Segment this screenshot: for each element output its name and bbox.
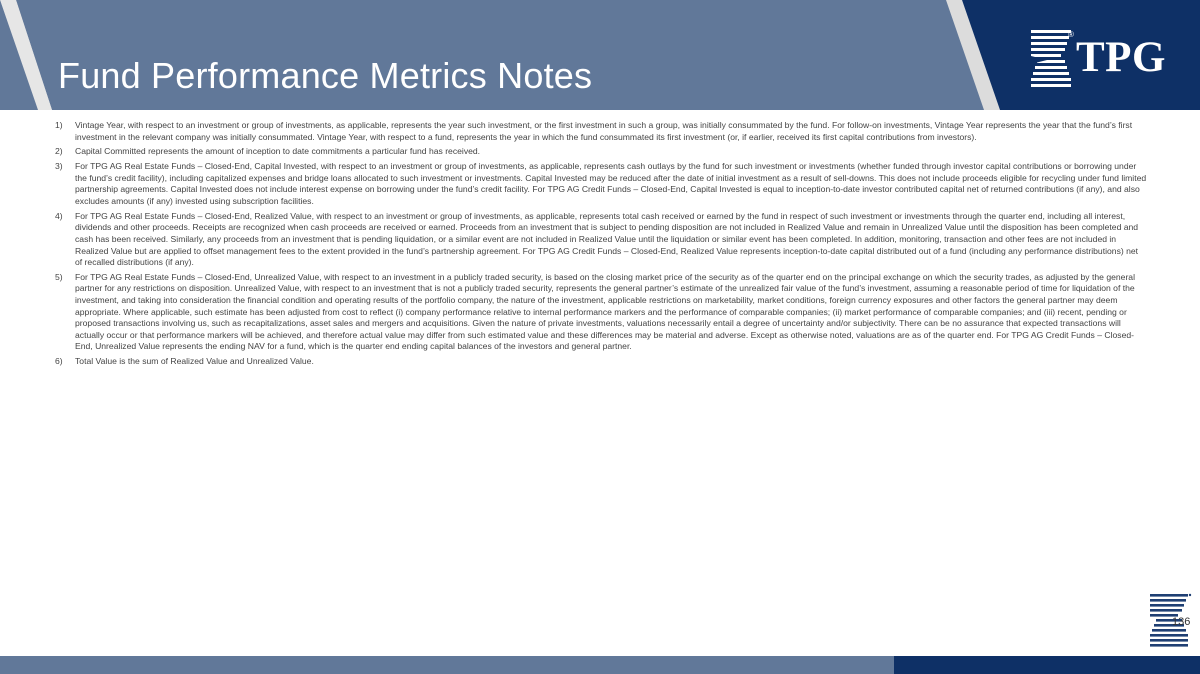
logo-text: TPG <box>1076 34 1166 81</box>
note-item <box>55 211 1147 269</box>
page-number: 136 <box>1172 616 1191 628</box>
note-text: For TPG AG Real Estate Funds – Closed-End, Realized Value, with respect to an investment or group of investments, as applicable, represents total cash received or earned by the fund in respect of such investment or investments through the quarter end, including all interest, dividends and other proceeds. Receipts are recognized when cash proceeds are received or earned. Proceeds from an investment that is subject to pending disposition are not included in Realized Value and remain in Unrealized Value until the disposition has been completed and cash has been received. Similarly, any proceeds from an investment that is pending liquidation, or a similar event are not included in Realized Value until the liquidation or similar event has been completed. In addition, monitoring, transaction and other fees are not included in Realized Value but are applied to offset management fees to the extent provided in the fund’s partnership agreement. For TPG AG Credit Funds – Closed-End, Realized Value represents inception-to-date capital distributed out of a fund (including any performance distributions) net of recalled distributions (if any). <box>75 210 1139 268</box>
note-number: 6) <box>55 356 63 367</box>
footer-bar-dark-segment <box>894 656 1200 674</box>
notes-list <box>55 120 1147 371</box>
note-text: For TPG AG Real Estate Funds – Closed-End, Unrealized Value, with respect to an investment in a publicly traded security, is based on the closing market price of the security as of the quarter end on the principal exchange on which the security trades, as adjusted by the general partner for any restrictions on disposition. Unrealized Value, with respect to an investment that is not a publicly traded security, represents the general partner’s estimate of the unrealized fair value of the fund’s investment, assuming a reasonable period of time for liquidation of the investment, and taking into consideration the financial condition and operating results of the portfolio company, the nature of the investment, applicable restrictions on marketability, market conditions, foreign currency exposures and other factors the general partner may deem appropriate. Where applicable, such estimate has been adjusted from cost to reflect (i) company performance relative to internal performance markers and the performance of comparable companies; (ii) market performance of comparable companies; and (iii) recent, pending or proposed transactions involving us, such as recapitalizations, asset sales and mergers and acquisitions. Given the nature of private investments, valuations necessarily entail a degree of uncertainty and/or subjectivity. There can be no assurance that expected transactions will actually occur or that performance markers will be achieved, and therefore actual value may differ from such estimated value and these differences may be material and adverse. Except as otherwise noted, valuations are as of the quarter end. For TPG AG Credit Funds – Closed-End, Unrealized Value represents the ending NAV for a fund, which is the quarter end ending capital balances of the investors and general partner. <box>75 271 1135 352</box>
header-banner <box>0 0 1200 110</box>
note-text: Capital Committed represents the amount of inception to date commitments a particular fund has received. <box>75 146 481 157</box>
registered-mark: ® <box>1068 30 1074 39</box>
note-number: 2) <box>55 146 63 157</box>
note-number: 3) <box>55 161 63 172</box>
note-item <box>55 356 1147 368</box>
note-item <box>55 146 1147 158</box>
note-item <box>55 120 1147 143</box>
note-text: Vintage Year, with respect to an investment or group of investments, as applicable, represents the year such investment, or the first investment in such a group, was initially consummated by the fund. For follow-on investments, Vintage Year represents the year that the fund’s first investment in the relevant company was initially consummated. Vintage Year, with respect to a fund, represents the year in which the fund consummated its first investment (or, if earlier, received its first capital contributions from investors). <box>75 120 1133 142</box>
note-item <box>55 161 1147 207</box>
header-left-accent <box>0 0 60 110</box>
footer-bar <box>0 656 1200 674</box>
note-number: 4) <box>55 210 63 221</box>
note-number: 1) <box>55 120 63 130</box>
note-text: For TPG AG Real Estate Funds – Closed-End, Capital Invested, with respect to an investment or group of investments, as applicable, represents cash outlays by the fund for such investment or investments (whether funded through investor capital contributions or borrowing under the fund’s credit facility), including capitalized expenses and bridge loans allocated to such investment or investments. Capital Invested may be reduced after the date of initial investment as a result of sell-downs. This does not include proceeds eligible for recycling under fund limited partnership agreements. Capital Invested does not include interest expense on borrowing under the fund’s credit facility. For TPG AG Credit Funds – Closed-End, Capital Invested is equal to inception-to-date investor contributed capital net of returned contributions (if any), and also excludes amounts (if any) invested using subscription facilities. <box>75 161 1147 206</box>
note-item <box>55 272 1147 353</box>
note-number: 5) <box>55 271 63 282</box>
note-text: Total Value is the sum of Realized Value and Unrealized Value. <box>75 356 314 367</box>
page-title: Fund Performance Metrics Notes <box>58 55 593 96</box>
